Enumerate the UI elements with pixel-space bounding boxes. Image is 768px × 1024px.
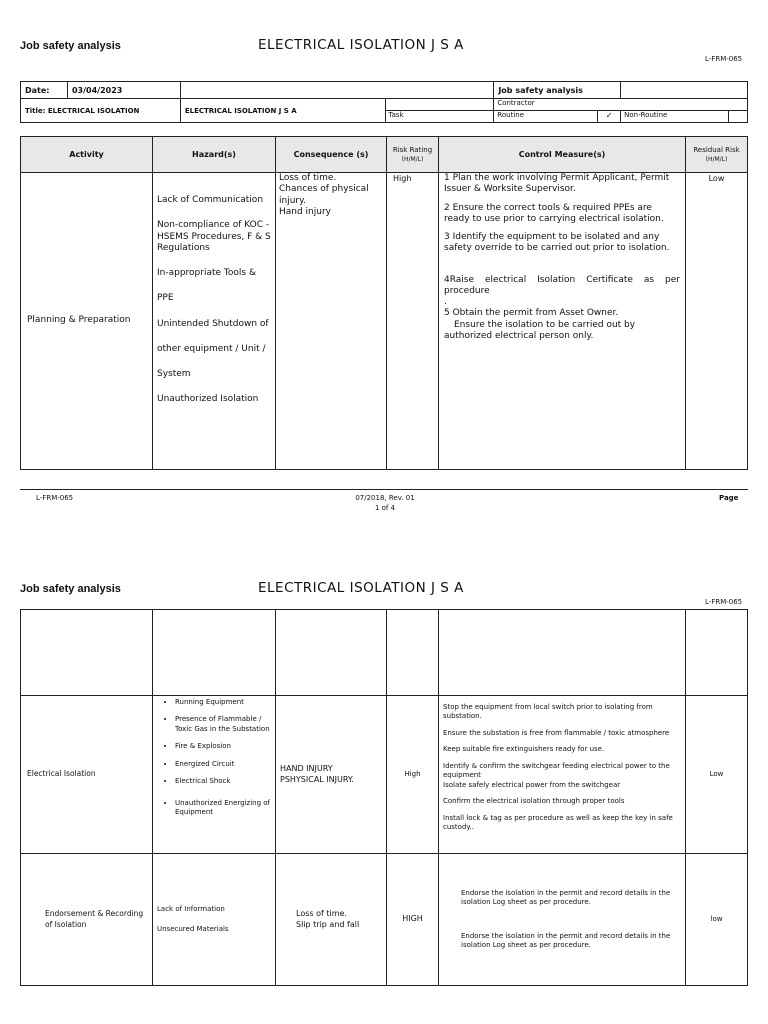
residual-risk-cell: Low [686,696,748,854]
page1-heading-label: Job safety analysis [20,40,121,52]
hazards-cell [153,854,276,986]
footer-revision: 07/2018, Rev. 01 [355,494,415,502]
hazard-item: In-appropriate Tools & [157,268,256,278]
control-measures-cell [439,696,686,854]
activity-cell: Endorsement & Recording of Isolation [21,854,153,986]
blank-cell [21,610,153,696]
consequence-item: HAND INJURY [280,764,333,774]
routine-label: Routine [494,111,598,123]
consequence-item: PSHYSICAL INJURY. [280,774,354,784]
control-measure: 4Raise electrical Isolation Certificate as per procedure [444,274,680,296]
col-risk-header [387,137,439,173]
control-measure: Install lock & tag as per procedure as well as keep the key in safe custody.. [443,813,673,831]
col-activity-header: Activity [21,137,153,173]
nonroutine-checkbox[interactable] [728,111,747,123]
page1-jsa-table [20,136,748,470]
hazard-item: PPE [157,293,174,304]
residual-risk-label: Residual Risk [693,146,740,154]
task-label: Task [385,111,494,123]
hazard-item: • Presence of Flammable / Toxic Gas in the Substation [175,715,275,734]
date-label: Date: [21,82,68,99]
blank-cell [439,610,686,696]
hazard-item: Unsecured Materials [157,924,229,933]
activity-cell: Electrical Isolation [21,696,153,854]
blank-cell [153,610,276,696]
page2-form-code: L-FRM-065 [705,598,743,606]
control-measure: Ensure the isolation to be carried out by authorized electrical person only. [444,319,636,341]
hazard-item: • Fire & Explosion [175,742,275,751]
routine-checkbox[interactable]: ✓ [598,111,621,123]
hazard-item: System [157,369,191,379]
consequence-cell [276,854,387,986]
residual-risk-sub: (H/M/L) [705,156,728,163]
blank-cell [387,610,439,696]
consequence-item: Hand injury [279,206,331,217]
footer-page-of: 1 of 4 [374,504,396,512]
hazard-item: • Running Equipment [175,698,275,707]
page1-doc-title: ELECTRICAL ISOLATION J S A [258,37,464,53]
consequence-cell [276,173,387,470]
control-measure: Isolate safely electrical power from the switchgear [443,780,621,789]
control-measure: Identify & confirm the switchgear feeding electrical power to the equipment [443,761,670,780]
hazard-item: Unintended Shutdown of [157,318,269,329]
blank-cell [276,610,387,696]
control-measure: 2 Ensure the correct tools & required PPEs are ready to use prior to carrying electrical isolation. [444,202,664,224]
control-measure: Confirm the electrical isolation through proper tools [443,797,625,806]
page1-form-code: L-FRM-065 [705,55,743,63]
control-measure: 3 Identify the equipment to be isolated and any safety override to be carried out prior to isolation. [444,232,670,254]
consequence-cell [276,696,387,854]
footer-form-code: L-FRM-065 [36,494,74,502]
control-measure: Stop the equipment from local switch prior to isolating from substation. [443,703,653,721]
hazard-item: • Energized Circuit [175,760,275,769]
blank-cell [686,610,748,696]
hazard-item: Lack of Communication [157,195,264,205]
jsa-blank [621,82,748,99]
hazards-cell [153,696,276,854]
page1-info-grid [20,81,748,123]
info-blank [180,82,494,99]
control-measures-cell [439,854,686,986]
control-measure: Ensure the substation is free from flammable / toxic atmosphere [443,728,670,737]
hazard-item: Lack of Information [157,905,225,914]
col-consequence-header: Consequence (s) [276,137,387,173]
hazard-item: Non-compliance of KOC -HSEMS Procedures, F & S Regulations [157,220,271,253]
page2-doc-title: ELECTRICAL ISOLATION J S A [258,580,464,596]
residual-risk-cell: low [686,854,748,986]
title-value: ELECTRICAL ISOLATION J S A [180,99,385,123]
col-control-header: Control Measure(s) [439,137,686,173]
consequence-item: Chances of physical injury. [279,184,369,206]
control-measure: . [444,297,447,307]
hazard-item: other equipment / Unit / [157,343,266,354]
hazard-item: Unauthorized Isolation [157,394,259,405]
col-hazards-header: Hazard(s) [153,137,276,173]
nonroutine-label: Non-Routine [621,111,729,123]
hazards-cell [153,173,276,470]
control-measures-cell [439,173,686,470]
control-measure: 1 Plan the work involving Permit Applicant, Permit Issuer & Worksite Supervisor. [444,173,670,195]
consequence-item: Slip trip and fall [296,919,360,929]
control-measure: Keep suitable fire extinguishers ready for use. [443,745,605,754]
residual-risk-cell: Low [686,173,748,470]
hazard-item: • Electrical Shock [175,777,275,786]
consequence-item: Loss of time. [296,908,347,918]
consequence-item: Loss of time. [279,173,337,183]
control-measure: Endorse the isolation in the permit and record details in the isolation Log sheet as per procedure. [461,888,671,907]
risk-rating-cell: High [387,173,439,470]
page1-footer-rule [20,489,748,490]
page2-jsa-table [20,609,748,986]
activity-cell: Planning & Preparation [21,173,153,470]
page2-heading-label: Job safety analysis [20,583,121,595]
footer-page-label: Page [719,494,739,502]
risk-rating-label: Risk Rating [392,146,433,154]
title-blank [385,99,494,111]
col-residual-header [686,137,748,173]
date-value: 03/04/2023 [67,82,180,99]
risk-rating-sub: (H/M/L) [401,156,424,163]
risk-rating-cell: High [387,696,439,854]
risk-rating-cell: HIGH [387,854,439,986]
contractor-label: Contractor [494,99,748,111]
hazard-item: • Unauthorized Energizing of Equipment [175,799,275,818]
control-measure: Endorse the isolation in the permit and record details in the isolation Log sheet as per procedure. [461,931,671,949]
control-measure: 5 Obtain the permit from Asset Owner. [444,308,619,319]
jsa-label: Job safety analysis [494,82,621,99]
title-label: Title: ELECTRICAL ISOLATION [21,99,181,123]
